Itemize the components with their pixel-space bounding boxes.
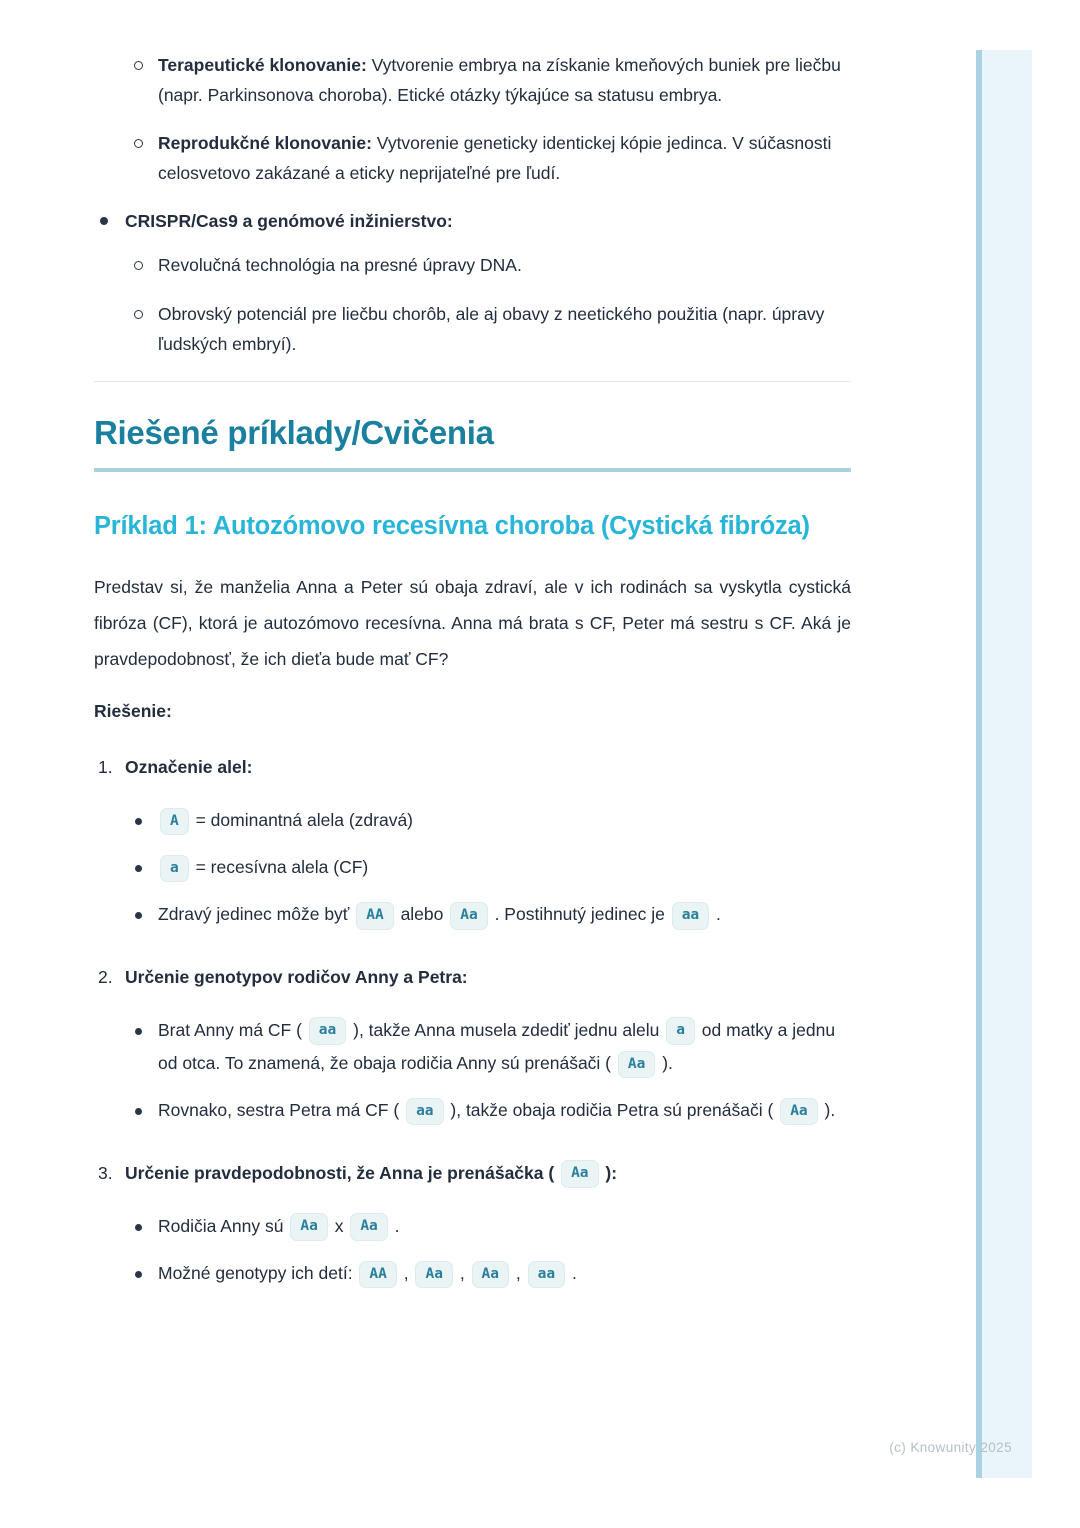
text-run: . [389, 1215, 400, 1236]
list-item [125, 1210, 851, 1243]
step-title [125, 757, 252, 777]
genotype-badge: Aa [561, 1160, 598, 1188]
example-title: Príklad 1: Autozómovo recesívna choroba (Cystická fibróza) [94, 511, 810, 540]
genotype-badge: Aa [450, 902, 487, 930]
text-run: ), takže Anna musela zdediť jednu alelu [348, 1019, 665, 1040]
text-run: = dominantná alela (zdravá) [190, 809, 414, 830]
bullet-marker [135, 1224, 142, 1231]
step-number: 2. [98, 966, 113, 987]
list-item-text [158, 1216, 400, 1236]
list-item [94, 128, 851, 188]
genotype-badge: Aa [290, 1213, 327, 1241]
bold-text: ): [600, 1162, 618, 1183]
step-title [125, 967, 468, 987]
text-run: Revolučná technológia na presné úpravy DNA. [158, 255, 522, 276]
copyright-note: (c) Knowunity 2025 [889, 1440, 1012, 1455]
text-run: = recesívna alela (CF) [190, 857, 369, 878]
genotype-badge: A [160, 808, 189, 836]
bullet-marker [135, 1271, 142, 1278]
list-item-text [158, 304, 824, 354]
section-divider [94, 381, 851, 382]
bullet-marker [135, 912, 142, 919]
solution-step [94, 752, 851, 932]
list-item [94, 250, 851, 280]
bullet-marker [100, 217, 108, 225]
text-run: . [711, 904, 721, 925]
list-item [125, 1014, 851, 1081]
step-bullet-list [125, 1210, 851, 1291]
section-title: Riešené príklady/Cvičenia [94, 414, 851, 472]
bullet-marker [135, 818, 142, 825]
genotype-badge: Aa [780, 1098, 817, 1126]
genotype-badge: Aa [415, 1261, 452, 1289]
genotype-badge: AA [359, 1261, 396, 1289]
list-item-text [158, 55, 841, 105]
solution-steps [94, 752, 851, 1290]
list-item [125, 1094, 851, 1127]
text-run: Rodičia Anny sú [158, 1215, 289, 1236]
list-item [125, 898, 851, 931]
bullet-marker [135, 1108, 142, 1115]
text-run: , [398, 1262, 414, 1283]
bullet-marker [135, 865, 142, 872]
bullet-marker [134, 310, 143, 319]
bold-text: Reprodukčné klonovanie: [158, 133, 372, 154]
list-item-text [158, 857, 368, 877]
genotype-badge: AA [356, 902, 393, 930]
solution-step [94, 962, 851, 1128]
text-run: ). [657, 1053, 673, 1074]
problem-statement: Predstav si, že manželia Anna a Peter sú obaja zdraví, ale v ich rodinách sa vyskytla cystická fibróza (CF), ktorá je autozómovo recesívna. Anna má brata s CF, Peter má sestru s CF. Aká je pravdepodobnosť, že ich dieťa bude mať CF? [94, 576, 851, 669]
notes-bullet-list [94, 50, 851, 359]
bold-text: Určenie pravdepodobnosti, že Anna je prenášačka ( [125, 1162, 560, 1183]
list-item-text [158, 1020, 835, 1073]
bold-text: Označenie alel: [125, 756, 253, 777]
step-title [125, 1163, 617, 1183]
text-run: Obrovský potenciál pre liečbu chorôb, ale aj obavy z neetického použitia (napr. úpravy ľudských embryí). [158, 303, 825, 354]
text-run: Možné genotypy ich detí: [158, 1262, 358, 1283]
text-run: od matky a jednu od otca. To znamená, že obaja rodičia Anny sú prenášači ( [158, 1019, 836, 1074]
list-item-text [158, 133, 831, 183]
bullet-marker [134, 139, 143, 148]
genotype-badge: Aa [618, 1051, 655, 1079]
list-item-text [125, 211, 453, 231]
text-run: . [567, 1262, 577, 1283]
text-run: alebo [395, 904, 449, 925]
text-run: Vytvorenie embrya na získanie kmeňových buniek pre liečbu (napr. Parkinsonova choroba). Etické otázky týkajúce sa statusu embrya. [158, 55, 841, 106]
solution-label: Riešenie: [94, 700, 172, 721]
genotype-badge: a [666, 1017, 695, 1045]
bold-text: Určenie genotypov rodičov Anny a Petra: [125, 966, 468, 987]
list-item [125, 851, 851, 884]
genotype-badge: aa [406, 1098, 443, 1126]
bold-text: Terapeutické klonovanie: [158, 55, 367, 75]
bold-text: CRISPR/Cas9 a genómové inžinierstvo: [125, 211, 453, 232]
bullet-marker [135, 1028, 142, 1035]
text-run: x [329, 1215, 349, 1236]
text-run: ), takže obaja rodičia Petra sú prenášači ( [445, 1100, 779, 1121]
genotype-badge: Aa [472, 1261, 509, 1289]
step-bullet-list [125, 1014, 851, 1128]
text-run: , [454, 1262, 470, 1283]
list-item-text [158, 1100, 835, 1120]
step-number: 1. [98, 756, 113, 777]
solution-step [94, 1158, 851, 1291]
genotype-badge: aa [528, 1261, 565, 1289]
list-item [94, 206, 851, 236]
genotype-badge: aa [672, 902, 709, 930]
list-item-text [158, 810, 413, 830]
list-item-text [158, 1263, 577, 1283]
list-item [125, 804, 851, 837]
list-item-text [158, 904, 721, 924]
list-item [94, 50, 851, 110]
text-run: ). [819, 1100, 836, 1121]
genotype-badge: Aa [350, 1213, 387, 1241]
list-item [125, 1257, 851, 1290]
list-item [94, 299, 851, 359]
genotype-badge: a [160, 855, 189, 883]
text-run: Brat Anny má CF ( [158, 1019, 307, 1040]
list-item-text [158, 255, 522, 275]
bullet-marker [134, 61, 143, 70]
text-run: Rovnako, sestra Petra má CF ( [158, 1100, 405, 1121]
text-run: . Postihnutý jedinec je [489, 904, 670, 925]
step-number: 3. [98, 1162, 113, 1183]
text-run: Vytvorenie geneticky identickej kópie jedinca. V súčasnosti celosvetovo zakázané a eticky neprijateľné pre ľudí. [158, 133, 832, 184]
step-bullet-list [125, 804, 851, 932]
text-run: Zdravý jedinec môže byť [158, 904, 355, 925]
genotype-badge: aa [309, 1017, 346, 1045]
side-accent-bar [976, 50, 1032, 1478]
text-run: , [511, 1262, 526, 1283]
bullet-marker [134, 261, 143, 270]
